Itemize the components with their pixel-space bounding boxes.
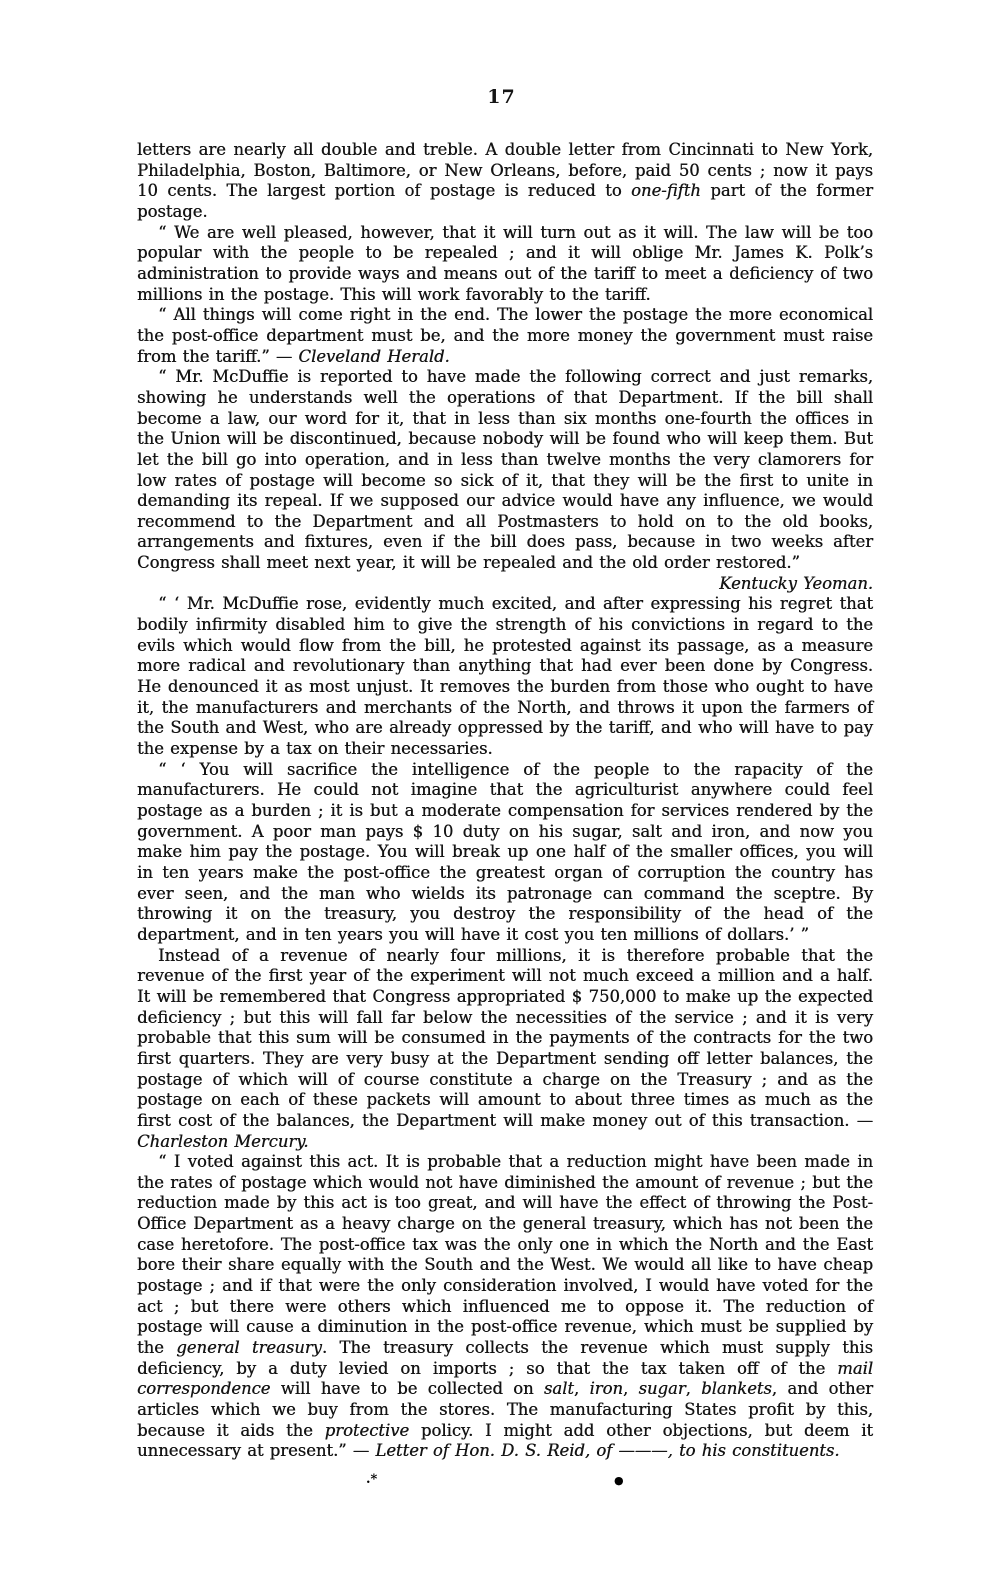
source-charleston-mercury: Charleston Mercury. [137, 1131, 309, 1151]
paragraph-cleveland-quote-2 [137, 305, 873, 367]
paragraph-mcduffie-speech-2 [137, 760, 873, 946]
text-segment: , and other articles which we buy from the stores. The manufacturing States profit by this, because it aids the [137, 1379, 874, 1440]
paragraph-mcduffie-speech-1 [137, 594, 873, 759]
source-reid-letter: Letter of Hon. D. S. Reid, of ———, to his constituents. [375, 1441, 840, 1461]
source-kentucky-yeoman: Kentucky Yeoman. [719, 573, 873, 593]
text-segment: Instead of a revenue of nearly four millions, it is therefore probable that the revenue of the first year of the experiment will not much exceed a million and a half. It will be remembered that Congress appropriated $ 750,000 to make up the expected deficiency ; but this will fall far below the necessities of the service ; and it is very probable that this sum will be consumed in the payments of the contracts for the two first quarters. They are very busy at the Department sending off letter balances, the postage of which will of course constitute a charge on the Treasury ; and as the postage on each of these packets will amount to about three times as much as the first cost of the balances, the Department will make money out of this transaction. — [137, 945, 873, 1130]
text-segment: “ All things will come right in the end. The lower the postage the more economical the post-office department must be, and the more money the government must raise from the tariff.” — [137, 305, 873, 366]
text-segment: “ We are well pleased, however, that it will turn out as it will. The law will be too popular with the people to be repealed ; and it will oblige Mr. James K. Polk’s administration to provide ways and means out of the tariff to meet a deficiency of two millions in the postage. This will work favorably to the tariff. [137, 222, 873, 304]
text-segment: “ I voted against this act. It is probable that a reduction might have been made in the rates of postage which would not have diminished the amount of revenue ; but the reduction made by this act is too great, and will have the effect of throwing the Post-Office Department as a heavy charge on the general treasury, which has not been the case heretofore. The post-office tax was the only one in which the North and the East bore their share equally with the South and the West. We would all like to have cheap postage ; and if that were the only consideration involved, I would have voted for the act ; but there were others which influenced me to oppose it. The reduction of postage will cause a diminution in the post-office revenue, which must be supplied by the [137, 1152, 873, 1358]
text-segment-italic: iron [589, 1379, 623, 1399]
paragraph-reid-letter [137, 1152, 873, 1462]
text-segment-italic: blankets [701, 1379, 772, 1399]
text-segment: “ Mr. McDuffie is reported to have made the following correct and just remarks, showing he understands well the operations of that Department. If the bill shall become a law, our word for it, that in less than six months one-fourth the offices in the Union will be discontinued, because nobody will be found who will keep them. But let the bill go into operation, and in less than twelve months the very clamorers for low rates of postage will become so sick of it, that they will be the first to unite in demanding its repeal. If we supposed our advice would have any influence, we would recommend to the Department and all Postmasters to hold on to the old books, arrangements and fixtures, even if the bill does pass, because in two weeks after Congress shall meet next year, it will be repealed and the old order restored.” [137, 367, 873, 573]
text-segment: “ ‘ You will sacrifice the intelligence of the people to the rapacity of the manufacturers. He could not imagine that the agriculturist anywhere could feel postage as a burden ; it is but a moderate compensation for services rendered by the government. A poor man pays $ 10 duty on his sugar, salt and iron, and now you make him pay the postage. You will break up one half of the smaller offices, you will in ten years make the post-office the greatest organ of corruption the country has ever seen, and the man who wields its patronage can command the sceptre. By throwing it on the treasury, you destroy the responsibility of the head of the department, and in ten years you will have it cost you ten millions of dollars.’ ” [137, 759, 873, 944]
text-segment-italic: protective [324, 1420, 410, 1440]
text-segment: will have to be collected on [270, 1379, 544, 1399]
ink-speck-right: ● [614, 1474, 624, 1487]
text-segment-italic: sugar [638, 1379, 686, 1399]
paragraph-revenue-estimate [137, 946, 873, 1153]
text-segment: , [685, 1379, 702, 1399]
paragraph-continuation [137, 140, 873, 223]
text-segment: , [573, 1379, 590, 1399]
text-segment: , [622, 1379, 639, 1399]
text-segment: . The treasury collects the revenue which must supply this deficiency, by a duty levied on imports ; so that the tax taken off of the [137, 1338, 873, 1378]
text-segment: policy. I might add other objections, but deem it unnecessary at present.” — [137, 1420, 873, 1461]
text-segment: “ ‘ Mr. McDuffie rose, evidently much excited, and after expressing his regret that bodily infirmity disabled him to give the strength of his convictions in regard to the evils which would flow from the bill, he protested against its passage, as a measure more radical and revolutionary than anything that had ever been done by Congress. He denounced it as most unjust. It removes the burden from those who ought to have it, the manufacturers and merchants of the North, and throws it upon the farmers of the South and West, who are already oppressed by the tariff, and who will have to pay the expense by a tax on their necessaries. [137, 594, 873, 759]
paragraph-kentucky-quote [137, 367, 873, 574]
text-segment-italic: salt [543, 1379, 574, 1399]
ink-speck-left: .* [366, 1472, 378, 1487]
text-segment: part of the former postage. [137, 181, 873, 221]
text-segment-italic: mail correspondence [137, 1358, 873, 1399]
source-cleveland-herald: Cleveland Herald. [298, 346, 450, 366]
text-segment-italic: one-fifth [631, 181, 701, 201]
paragraph-cleveland-quote-1 [137, 223, 873, 306]
page-body [137, 140, 873, 1462]
text-segment-italic: general treasury [176, 1338, 322, 1358]
text-segment: letters are nearly all double and treble. A double letter from Cincinnati to New York, Philadelphia, Boston, Baltimore, or New Orleans, before, paid 50 cents ; now it pays 10 cents. The largest portion of postage is reduced to [137, 140, 873, 201]
page-number: 17 [487, 86, 516, 108]
